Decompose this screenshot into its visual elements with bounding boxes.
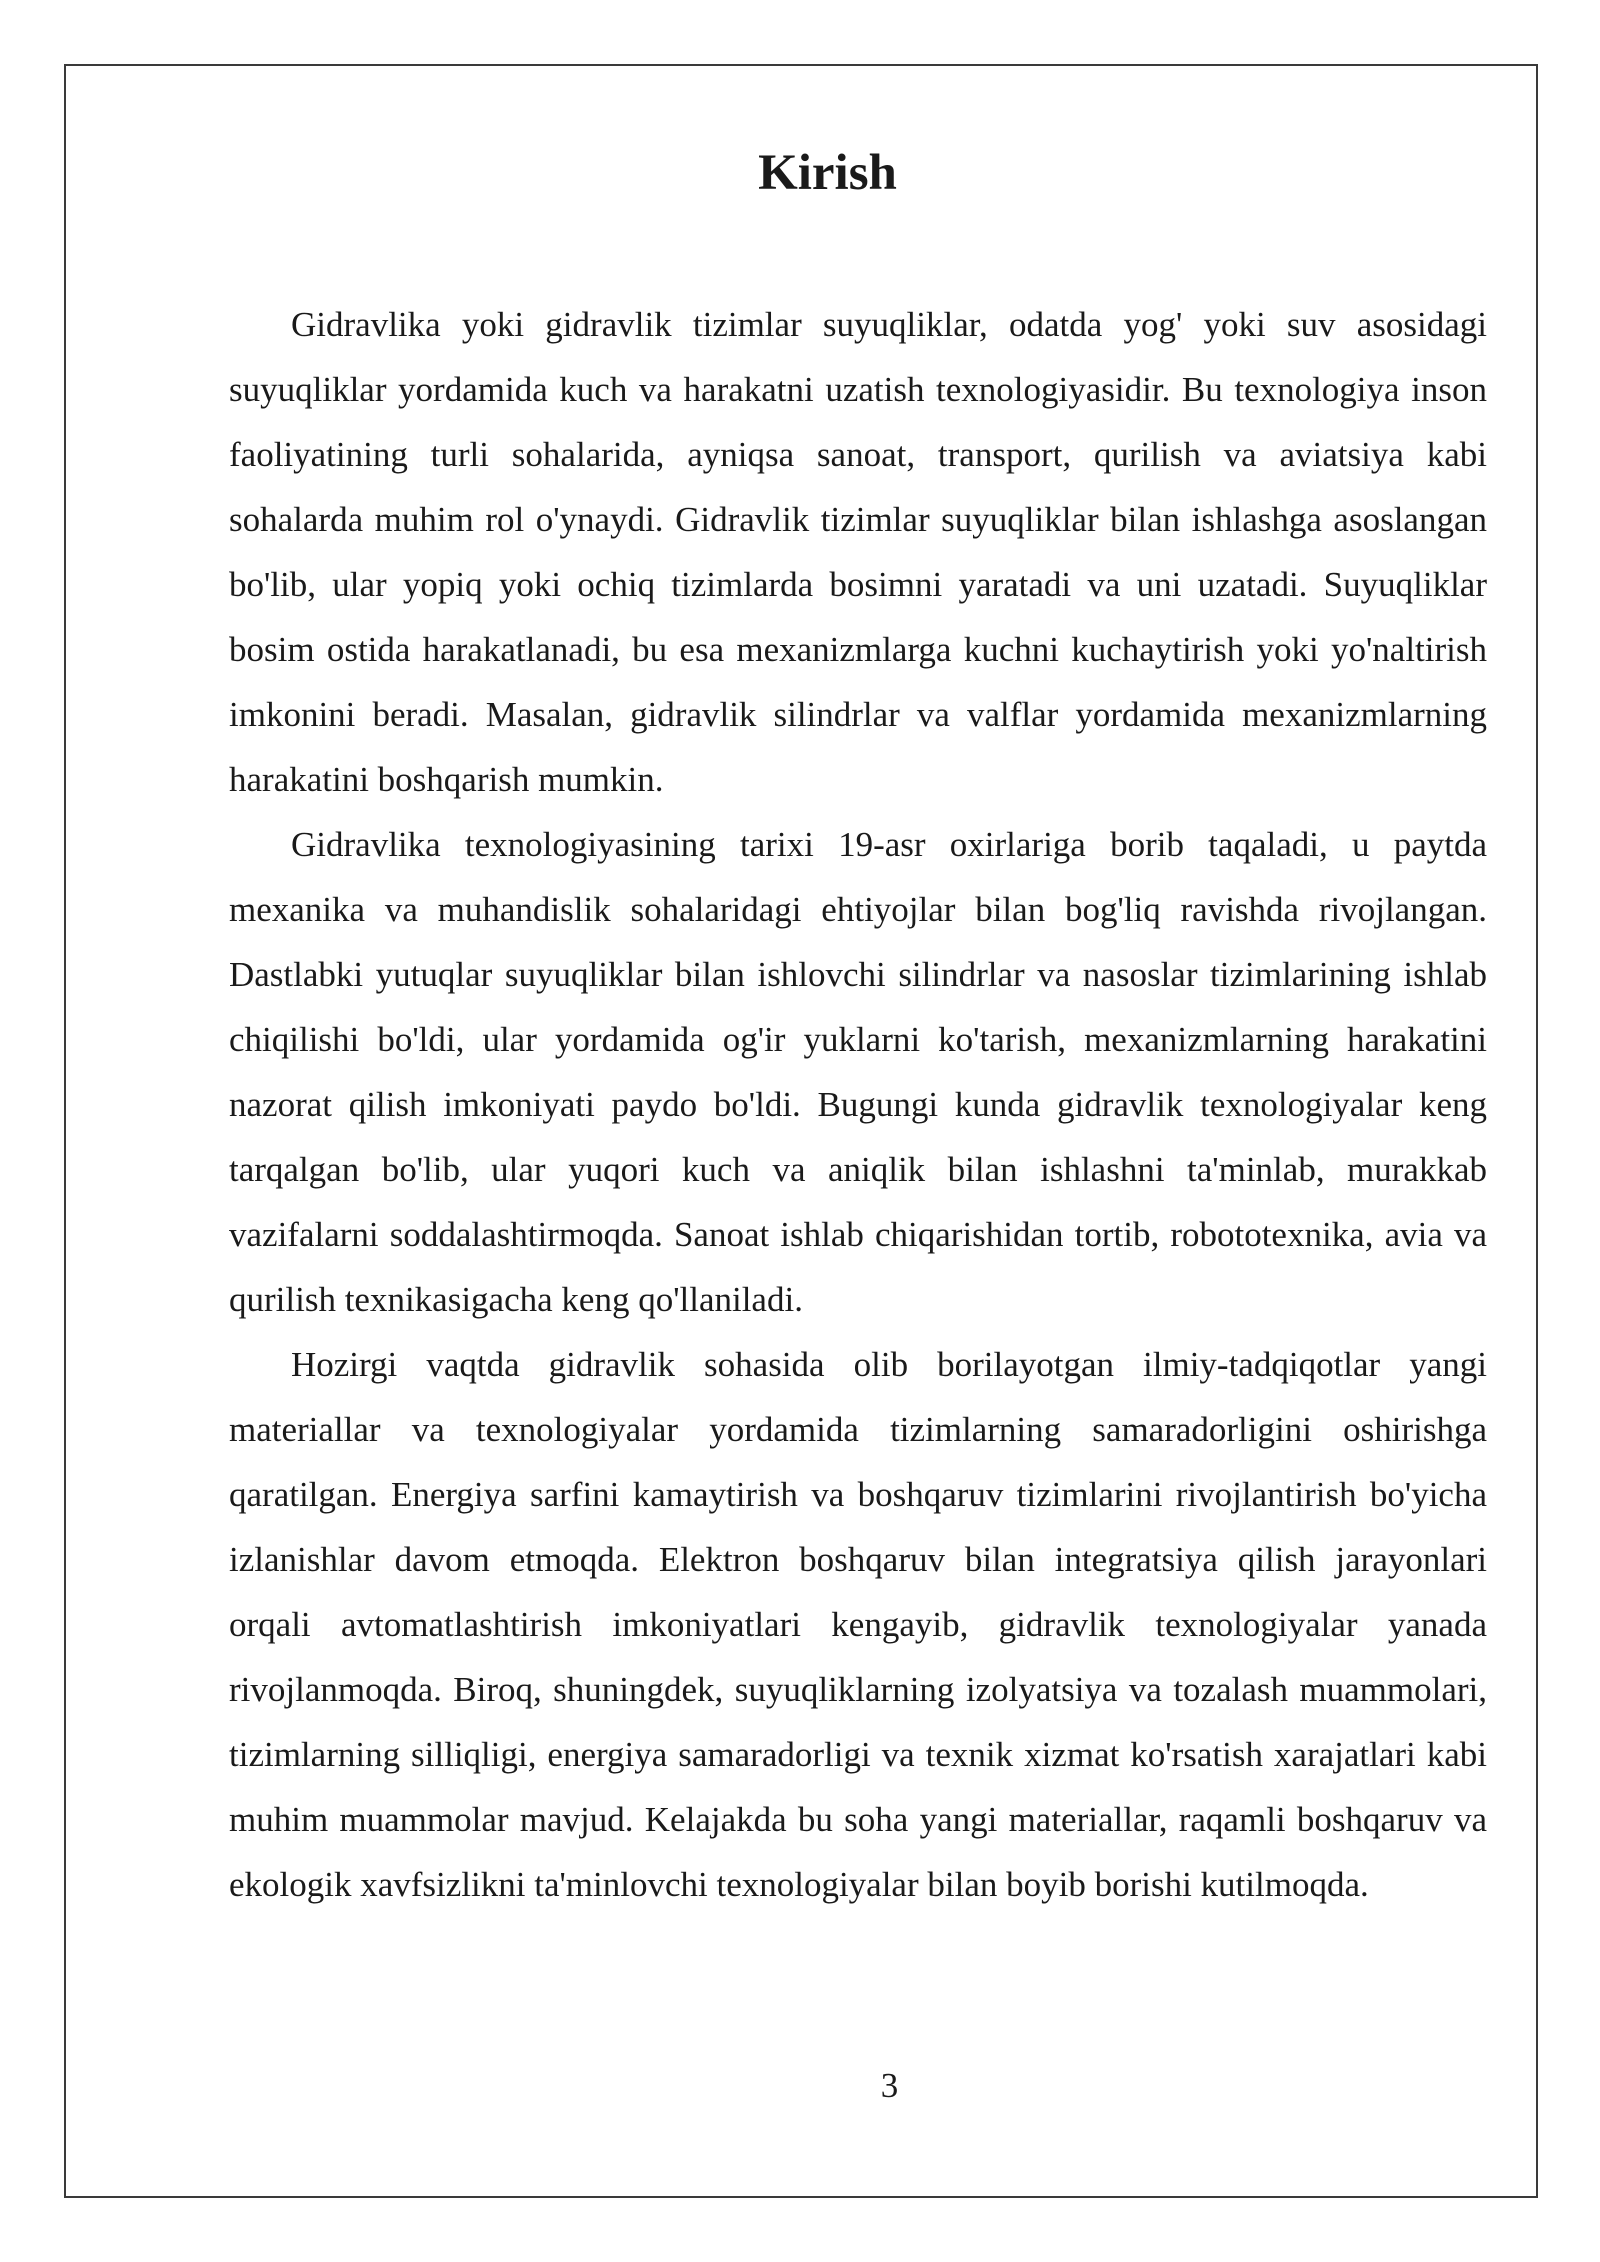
page-number: 3 (880, 2066, 899, 2105)
paragraph-1: Gidravlika yoki gidravlik tizimlar suyuqliklar, odatda yog' yoki suv asosidagi suyuqliklar yordamida kuch va harakatni uzatish texnologiyasidir. Bu texnologiya inson faoliyatining turli sohalarida, ayniqsa sanoat, transport, qurilish va aviatsiya kabi sohalarda muhim rol o'ynaydi. Gidravlik tizimlar suyuqliklar bilan ishlashga asoslangan bo'lib, ular yopiq yoki ochiq tizimlarda bosimni yaratadi va uni uzatadi. Suyuqliklar bosim ostida harakatlanadi, bu esa mexanizmlarga kuchni kuchaytirish yoki yo'naltirish imkonini beradi. Masalan, gidravlik silindrlar va valflar yordamida mexanizmlarning harakatini boshqarish mumkin. (229, 305, 1487, 799)
page-heading: Kirish (758, 145, 897, 201)
paragraph-2: Gidravlika texnologiyasining tarixi 19-asr oxirlariga borib taqaladi, u paytda mexanika va muhandislik sohalaridagi ehtiyojlar bilan bog'liq ravishda rivojlangan. Dastlabki yutuqlar suyuqliklar bilan ishlovchi silindrlar va nasoslar tizimlarining ishlab chiqilishi bo'ldi, ular yordamida og'ir yuklarni ko'tarish, mexanizmlarning harakatini nazorat qilish imkoniyati paydo bo'ldi. Bugungi kunda gidravlik texnologiyalar keng tarqalgan bo'lib, ular yuqori kuch va aniqlik bilan ishlashni ta'minlab, murakkab vazifalarni soddalashtirmoqda. Sanoat ishlab chiqarishidan tortib, robototexnika, avia va qurilish texnikasigacha keng qo'llaniladi. (229, 825, 1487, 1319)
paragraph-3: Hozirgi vaqtda gidravlik sohasida olib borilayotgan ilmiy-tadqiqotlar yangi materiallar va texnologiyalar yordamida tizimlarning samaradorligini oshirishga qaratilgan. Energiya sarfini kamaytirish va boshqaruv tizimlarini rivojlantirish bo'yicha izlanishlar davom etmoqda. Elektron boshqaruv bilan integratsiya qilish jarayonlari orqali avtomatlashtirish imkoniyatlari kengayib, gidravlik texnologiyalar yanada rivojlanmoqda. Biroq, shuningdek, suyuqliklarning izolyatsiya va tozalash muammolari, tizimlarning silliqligi, energiya samaradorligi va texnik xizmat ko'rsatish xarajatlari kabi muhim muammolar mavjud. Kelajakda bu soha yangi materiallar, raqamli boshqaruv va ekologik xavfsizlikni ta'minlovchi texnologiyalar bilan boyib borishi kutilmoqda. (229, 1345, 1487, 1904)
body-text (229, 292, 1487, 1917)
